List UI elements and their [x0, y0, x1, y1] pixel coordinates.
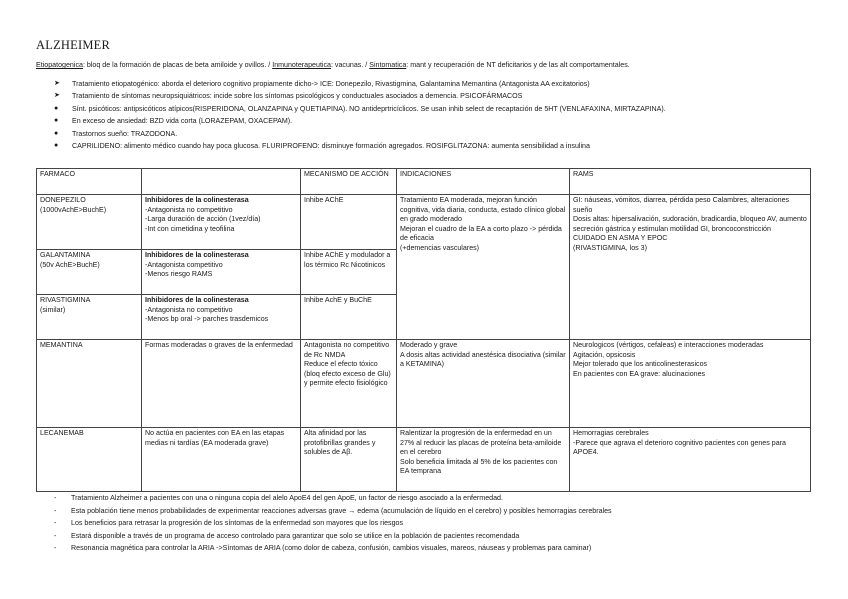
- list-item-text: En exceso de ansiedad: BZD vida corta (LORAZEPAM, OXACEPAM).: [72, 117, 293, 126]
- drug-desc-lecanemab: No actúa en pacientes con EA en las etapas medias ni tardías (EA moderada grave): [142, 428, 301, 492]
- dash-bullet-icon: -: [54, 519, 57, 527]
- list-item-text: Tratamiento de síntomas neuropsiquiátricos: incide sobre los síntomas psicológicos y conductuales asociados a demencia. PSICOFÁRMACOS: [72, 92, 523, 101]
- list-item-text: Trastornos sueño: TRAZODONA.: [72, 129, 178, 138]
- header-mecanismo: MECANISMO DE ACCIÓN: [301, 169, 397, 195]
- note-text: Estará disponible a través de un programa de acceso controlado para garantizar que solo se utilice en la población de pacientes recomendada: [71, 531, 520, 540]
- drug-mech-memantina: Antagonista no competitivo de Rc NMDA Reduce el efecto tóxico (bloq efecto exceso de Glu) y permite efecto fisiológico: [301, 340, 397, 428]
- drug-class-title: Inhibidores de la colinesterasa: [145, 251, 249, 259]
- list-item: [54, 103, 834, 115]
- drug-class-title: Inhibidores de la colinesterasa: [145, 196, 249, 204]
- drug-class-title: Inhibidores de la colinesterasa: [145, 296, 249, 304]
- drug-ind-lecanemab: Ralentizar la progresión de la enfermedad en un 27% al reducir las placas de proteína beta-amiloide en el cerebro Solo beneficia limitada al 5% de los pacientes con EA temprana: [397, 428, 570, 492]
- note-text: Resonancia magnética para controlar la ARIA ->Síntomas de ARIA (como dolor de cabeza, confusión, cambios visuales, mareos, náuseas y problemas para caminar): [71, 544, 592, 552]
- drug-name-galantamina: GALANTAMINA (50v AchE>BuchE): [37, 250, 142, 295]
- table-row: [37, 195, 811, 250]
- list-item-text: Tratamiento etiopatogénico: aborda el deterioro cognitivo propiamente dicho-> ICE: Donepezilo, Rivastigmina, Galantamina Memantina (Antagonista AA excitatorios): [72, 80, 590, 88]
- header-rams: RAMS: [570, 169, 811, 195]
- table-header-row: [37, 169, 811, 195]
- list-item: [54, 140, 834, 152]
- drug-desc-memantina: Formas moderadas o graves de la enfermedad: [142, 340, 301, 428]
- drug-mech-rivastigmina: Inhibe AchE y BuChE: [301, 295, 397, 340]
- intro-text-2: : vacunas. /: [330, 61, 370, 69]
- drug-mech-lecanemab: Alta afinidad por las protofibrillas grandes y solubles de Aβ.: [301, 428, 397, 492]
- drug-rams-lecanemab: Hemorragias cerebrales -Parece que agrava el deterioro cognitivo pacientes con genes para APOE4.: [570, 428, 811, 492]
- intro-label-inmunoterapeutica: Inmunoterapeutica: [272, 61, 331, 69]
- intro-text-3: : mant y recuperación de NT deficitarios y de las alt comportamentales.: [406, 61, 630, 69]
- list-item: [54, 517, 834, 530]
- list-item: [54, 128, 834, 140]
- list-item-text: CAPRILIDENO: alimento médico cuando hay poca glucosa. FLURIPROFENO: disminuye formación agregados. ROSIFGLITAZONA: aumenta sensibilidad a insulina: [72, 141, 590, 150]
- drug-name-memantina: MEMANTINA: [37, 340, 142, 428]
- drug-ind-memantina: Moderado y grave A dosis altas actividad anestésica disociativa (similar a KETAMINA): [397, 340, 570, 428]
- note-text: Esta población tiene menos probabilidades de experimentar reacciones adversas grave → edema (acumulación de líquido en el cerebro) y posibles hemorragias cerebrales: [71, 506, 612, 515]
- ice-indications: Tratamiento EA moderada, mejoran función cognitiva, vida diaria, conducta, estado clínico global en grado moderado Mejoran el cuadro de la EA a corto plazo -> pérdida de eficacia (+demencias vasculares): [397, 195, 570, 340]
- drug-desc-text: -Antagonista competitivo -Menos riesgo RAMS: [145, 260, 223, 279]
- list-item: [54, 78, 834, 90]
- drug-table: [36, 168, 811, 492]
- drug-desc-galantamina: [142, 250, 301, 295]
- note-text: Tratamiento Alzheimer a pacientes con una o ninguna copia del alelo ApoE4 del gen ApoE, un factor de riesgo asociado a la enfermedad.: [71, 494, 503, 502]
- dash-bullet-icon: -: [54, 506, 57, 515]
- drug-name-lecanemab: LECANEMAB: [37, 428, 142, 492]
- list-item: [54, 530, 834, 543]
- drug-desc-rivastigmina: [142, 295, 301, 340]
- drug-rams-memantina: Neurologicos (vértigos, cefaleas) e interacciones moderadas Agitación, opsicosis Mejor tolerado que los anticolinesterasicos En pacientes con EA grave: alucinaciones: [570, 340, 811, 428]
- table-row: [37, 428, 811, 492]
- drug-name-donepezilo: DONEPEZILO (1000vAchE>BuchE): [37, 195, 142, 250]
- list-item: [54, 115, 834, 127]
- note-text: Los beneficios para retrasar la progresión de los síntomas de la enfermedad son mayores que los riesgos: [71, 519, 404, 527]
- list-item: [54, 492, 834, 505]
- list-item-text: Sínt. psicóticos: antipsicóticos atípicos(RISPERIDONA, OLANZAPINA y QUETIAPINA). NO antideprtricíclicos. Se usan inhib select de recaptación de 5HT (VENLAFAXINA, MIRTAZAPINA).: [72, 104, 666, 113]
- dash-bullet-icon: -: [54, 494, 57, 502]
- dash-bullet-icon: -: [54, 544, 57, 552]
- intro-paragraph: [36, 60, 826, 70]
- page-title: ALZHEIMER: [36, 38, 111, 52]
- dot-bullet-icon: ●: [54, 104, 59, 112]
- drug-mech-galantamina: Inhibe AChE y modulador a los térmico Rc Nicotinicos: [301, 250, 397, 295]
- drug-desc-text: -Antagonista no competitivo -Menos bp oral -> parches trasdemicos: [145, 305, 269, 324]
- header-indicaciones: INDICACIONES: [397, 169, 570, 195]
- list-item: [54, 542, 834, 555]
- notes-list: [54, 492, 834, 555]
- arrow-bullet-icon: ➤: [54, 80, 60, 87]
- arrow-bullet-icon: ➤: [54, 92, 60, 100]
- table-row: [37, 340, 811, 428]
- header-farmaco: FARMACO: [37, 169, 142, 195]
- drug-desc-donepezilo: [142, 195, 301, 250]
- list-item: [54, 505, 834, 518]
- intro-label-sintomatica: Sintomatica: [369, 61, 407, 69]
- bullet-list: [54, 78, 834, 152]
- header-descripcion: [142, 169, 301, 195]
- drug-mech-donepezilo: Inhibe AChE: [301, 195, 397, 250]
- drug-name-rivastigmina: RIVASTIGMINA (similar): [37, 295, 142, 340]
- dot-bullet-icon: ●: [54, 141, 59, 149]
- intro-text-1: : bloq de la formación de placas de beta amiloide y ovillos. /: [82, 61, 273, 69]
- list-item: [54, 90, 834, 102]
- ice-rams: GI: náuseas, vómitos, diarrea, pérdida peso Calambres, alteraciones sueño Dosis altas: hipersalivación, sudoración, bradicardia, bloqueo AV, aumento secreción gástrica y estimulan motilidad GI, broncoconstricción CUIDADO EN ASMA Y EPOC (RIVASTIGMINA, los 3): [570, 195, 811, 340]
- drug-desc-text: -Antagonista no competitivo -Larga duración de acción (1vez/día) -Int con cimetidina y teofilina: [145, 205, 261, 233]
- dash-bullet-icon: -: [54, 531, 57, 540]
- intro-label-etiopatogenica: Etiopatogenica: [36, 61, 83, 69]
- dot-bullet-icon: ●: [54, 129, 59, 137]
- dot-bullet-icon: ●: [54, 117, 59, 125]
